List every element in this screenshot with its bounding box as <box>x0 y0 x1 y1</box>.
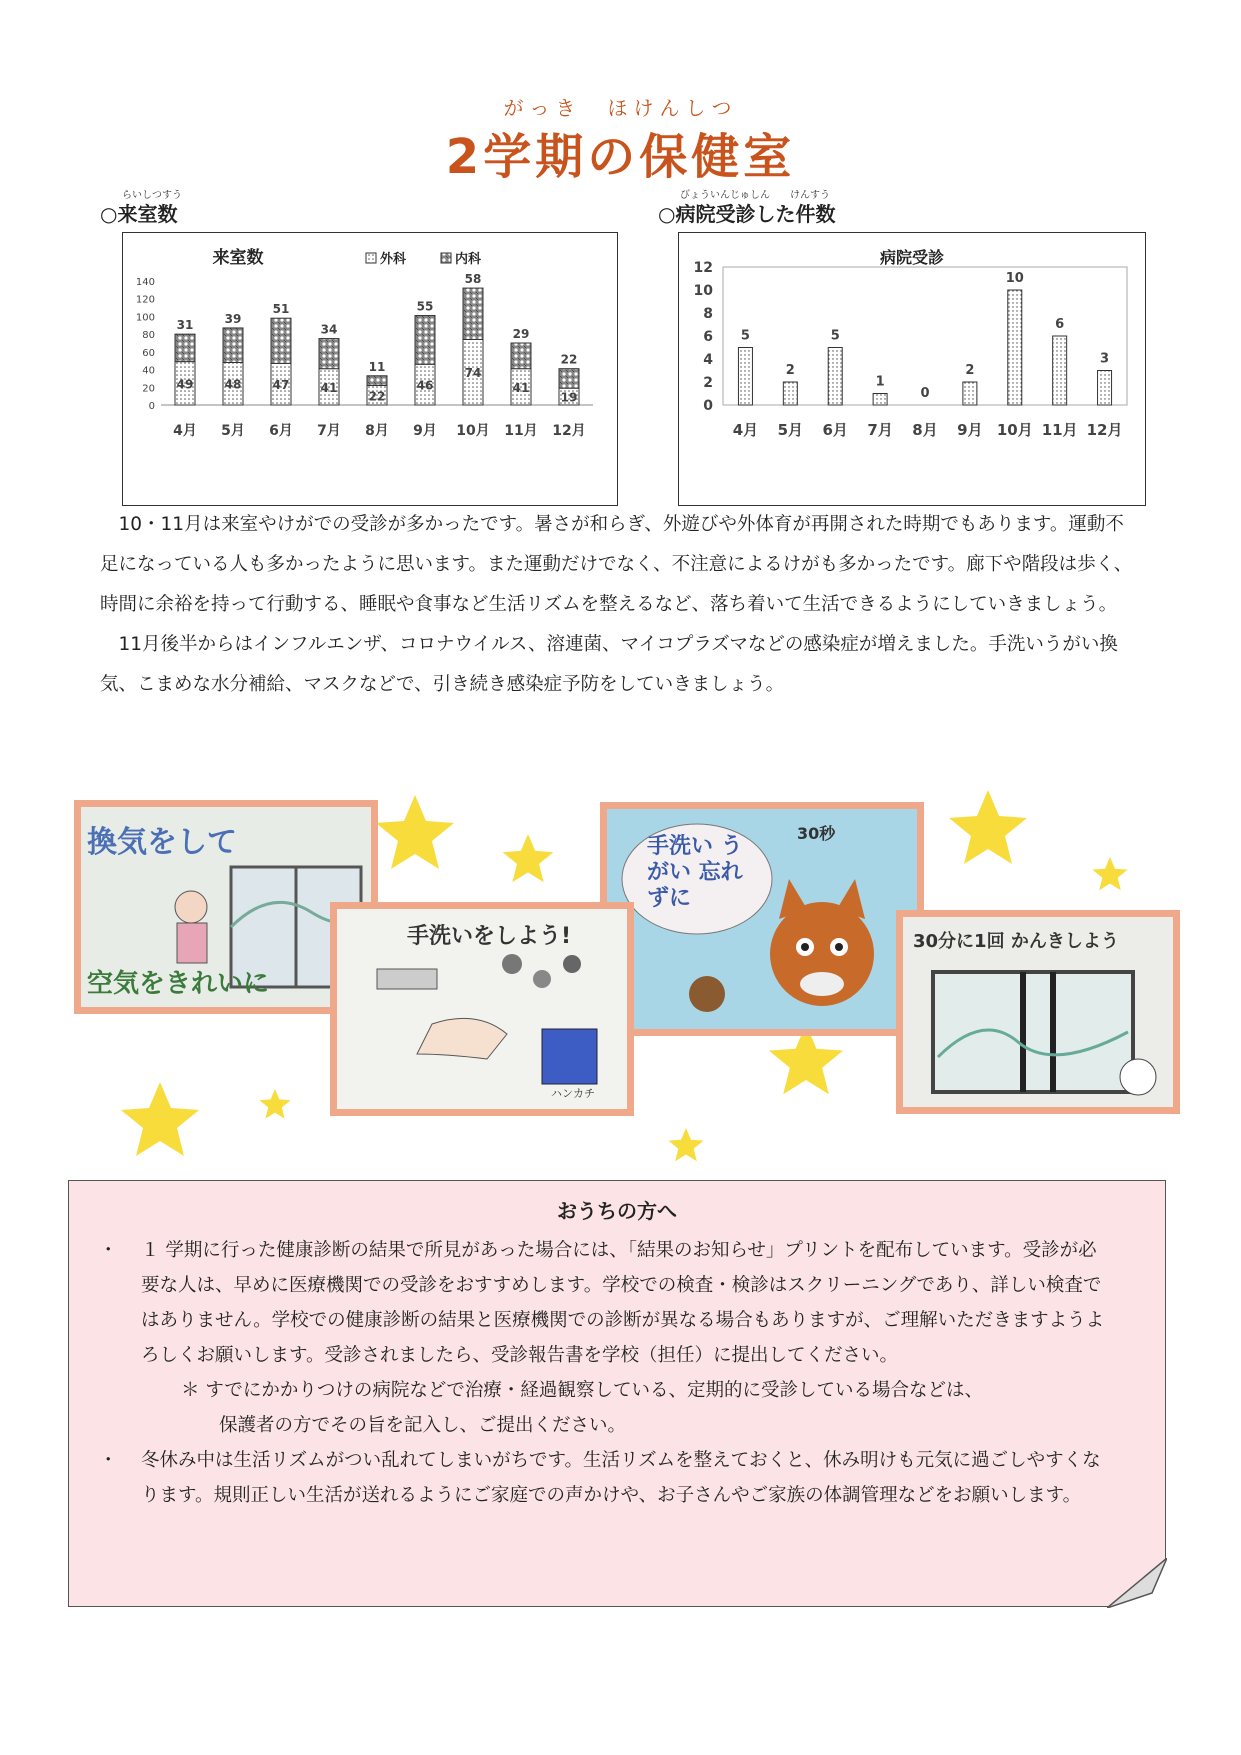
x-tick-label: 4月 <box>732 421 759 439</box>
poster-4-caption: 30分に1回 かんきしよう <box>913 931 1119 952</box>
x-tick-label: 12月 <box>1086 421 1123 439</box>
hospital-chart-svg <box>679 233 1145 505</box>
x-tick-label: 10月 <box>456 423 490 439</box>
visits-ruby: らいしつすう <box>122 190 182 201</box>
hospital-chart <box>678 232 1146 506</box>
visits-chart-svg <box>123 233 617 505</box>
x-tick-label: 7月 <box>317 423 341 439</box>
title-ruby: がっき ほけんしつ <box>503 96 738 120</box>
data-label: 2 <box>785 363 795 378</box>
legend-label-1: 内科 <box>455 252 482 267</box>
poster-2-caption-2: ハンカチ <box>551 1087 595 1100</box>
y-tick-label: 6 <box>703 329 713 345</box>
notice-item-1 <box>99 1233 1109 1373</box>
poster-2-caption: 手洗いをしよう! <box>407 924 572 949</box>
x-tick-label: 6月 <box>822 421 848 439</box>
x-tick-label: 7月 <box>867 421 893 439</box>
hospital-heading: ○病院受診した件数 <box>658 202 836 226</box>
bullet-icon: ・ <box>99 1450 118 1471</box>
notice-item-1-text: １ 学期に行った健康診断の結果で所見があった場合には、「結果のお知らせ」プリントを配布しています。受診が必要な人は、早めに医療機関での受診をおすすめします。学校での検査・検診はスクリーニングであり、詳しい検査ではありません。学校での健康診断の結果と医療機関での診断が異なる場合もありますが、ご理解いただきますようよろしくお願いします。受診されましたら、受診報告書を学校（担任）に提出してください。 <box>141 1240 1105 1366</box>
data-label-naika: 31 <box>176 318 194 333</box>
data-label-geka: 41 <box>320 380 338 395</box>
legend-swatch-0 <box>366 253 376 263</box>
star-icon <box>1092 857 1127 890</box>
body-paragraph-1: 10・11月は来室やけがでの受診が多かったです。暑さが和らぎ、外遊びや外体育が再開された時期でもあります。運動不足になっている人も多かったように思います。また運動だけでなく、不注意によるけがも多かったです。廊下や階段は歩く、時間に余裕を持って行動する、睡眠や食事など生活リズムを整えるなど、落ち着いて生活できるようにしていきましょう。 <box>100 514 1133 615</box>
data-label-geka: 46 <box>416 378 434 393</box>
data-label-geka: 48 <box>224 377 242 392</box>
y-tick-label: 120 <box>135 294 155 306</box>
data-label-geka: 41 <box>512 380 530 395</box>
data-label: 3 <box>1100 351 1110 367</box>
data-label-geka: 19 <box>560 390 578 405</box>
page-title: 2学期の保健室 <box>445 129 796 185</box>
poster-1-caption: 換気をして <box>87 825 237 860</box>
bar <box>963 382 977 405</box>
legend-swatch-1 <box>441 253 451 263</box>
bar-segment-naika <box>511 343 531 369</box>
bar-segment-naika <box>319 339 339 369</box>
data-label: 2 <box>965 363 975 378</box>
data-label-naika: 51 <box>272 302 290 317</box>
notice-list <box>99 1233 1109 1513</box>
y-tick-label: 12 <box>693 260 713 276</box>
data-label-naika: 55 <box>416 299 434 314</box>
notice-note: ＊ すでにかかりつけの病院などで治療・経過観察している、定期的に受診している場合などは、 <box>181 1380 983 1401</box>
bar-segment-naika <box>463 288 483 339</box>
notice-note-2: 保護者の方でその旨を記入し、ご提出ください。 <box>219 1415 627 1436</box>
notice-box <box>68 1180 1166 1607</box>
poster-photo-2 <box>330 902 634 1116</box>
poster-3-caption: 手洗い うがい 忘れずに <box>647 834 743 911</box>
data-label-naika: 29 <box>512 327 530 341</box>
y-tick-label: 8 <box>703 306 713 322</box>
poster-photo-4 <box>896 910 1180 1114</box>
x-tick-label: 8月 <box>365 423 389 439</box>
data-label-naika: 39 <box>224 311 242 326</box>
star-icon <box>376 795 454 869</box>
data-label-naika: 11 <box>368 359 386 374</box>
bar <box>873 394 887 406</box>
star-icon <box>121 1082 199 1156</box>
y-tick-label: 140 <box>135 277 155 288</box>
data-label: 5 <box>830 328 840 344</box>
x-tick-label: 12月 <box>552 423 586 439</box>
bar <box>738 348 752 406</box>
star-icon <box>259 1089 290 1119</box>
y-tick-label: 0 <box>703 398 713 414</box>
data-label-naika: 22 <box>560 352 578 367</box>
bar-segment-naika <box>559 369 579 388</box>
chart-title: 来室数 <box>212 248 264 268</box>
notice-item-2-text: 冬休み中は生活リズムがつい乱れてしまいがちです。生活リズムを整えておくと、休み明けも元気に過ごしやすくなります。規則正しい生活が送れるようにご家庭での声かけや、お子さんやご家族の体調管理などをお願いします。 <box>141 1450 1101 1506</box>
y-tick-label: 20 <box>142 383 155 395</box>
data-label-naika: 34 <box>320 322 338 337</box>
bar <box>828 348 842 406</box>
poster-3-caption-2: 30秒 <box>797 824 836 843</box>
bar-segment-naika <box>223 328 243 363</box>
data-label: 6 <box>1055 317 1065 332</box>
data-label: 1 <box>875 374 885 390</box>
bullet-icon: ・ <box>99 1240 118 1261</box>
y-tick-label: 4 <box>703 352 713 368</box>
y-tick-label: 10 <box>693 283 713 299</box>
bar <box>783 382 797 405</box>
x-tick-label: 8月 <box>912 421 938 439</box>
visits-heading: ○来室数 <box>100 202 178 226</box>
bar-segment-naika <box>367 376 387 386</box>
x-tick-label: 5月 <box>221 423 245 439</box>
body-paragraph-2: 11月後半からはインフルエンザ、コロナウイルス、溶連菌、マイコプラズマなどの感染症が増えました。手洗いうがい換気、こまめな水分補給、マスクなどで、引き続き感染症予防をしていきましょう。 <box>100 634 1118 695</box>
x-tick-label: 11月 <box>1041 421 1078 439</box>
data-label: 10 <box>1005 271 1024 286</box>
y-tick-label: 60 <box>142 347 155 359</box>
y-tick-label: 2 <box>703 375 713 391</box>
legend-label-0: 外科 <box>380 252 407 267</box>
y-tick-label: 40 <box>142 365 155 377</box>
data-label: 5 <box>740 328 750 344</box>
y-tick-label: 0 <box>148 401 155 412</box>
visits-chart <box>122 232 618 506</box>
y-tick-label: 80 <box>142 330 155 342</box>
x-tick-label: 9月 <box>413 423 437 439</box>
star-icon <box>949 790 1027 864</box>
chart-title: 病院受診 <box>879 248 945 267</box>
x-tick-label: 4月 <box>173 423 197 439</box>
notice-item-2 <box>99 1443 1109 1513</box>
bar <box>1053 336 1067 405</box>
data-label-geka: 49 <box>176 377 194 392</box>
y-tick-label: 100 <box>135 312 155 324</box>
data-label: 0 <box>920 386 930 401</box>
bar-segment-naika <box>415 316 435 365</box>
x-tick-label: 9月 <box>957 421 983 439</box>
bar <box>1008 290 1022 405</box>
x-tick-label: 5月 <box>777 421 804 439</box>
x-tick-label: 11月 <box>504 423 538 439</box>
page-curl-icon <box>1107 1558 1167 1608</box>
data-label-naika: 58 <box>464 272 482 287</box>
star-icon <box>503 834 554 882</box>
star-icon <box>668 1128 703 1161</box>
hospital-ruby: びょういんじゅしん けんすう <box>680 190 830 201</box>
body-text <box>100 505 1140 705</box>
data-label-geka: 22 <box>368 389 386 404</box>
poster-photo-3 <box>600 802 924 1036</box>
bar-segment-naika <box>175 334 195 361</box>
bar <box>1098 371 1112 406</box>
poster-1-caption-2: 空気をきれいに <box>87 969 270 999</box>
x-tick-label: 6月 <box>269 423 293 439</box>
x-tick-label: 10月 <box>996 421 1033 439</box>
notice-title: おうちの方へ <box>557 1199 677 1223</box>
data-label-geka: 47 <box>272 378 290 393</box>
data-label-geka: 74 <box>464 366 482 381</box>
bar-segment-naika <box>271 318 291 363</box>
